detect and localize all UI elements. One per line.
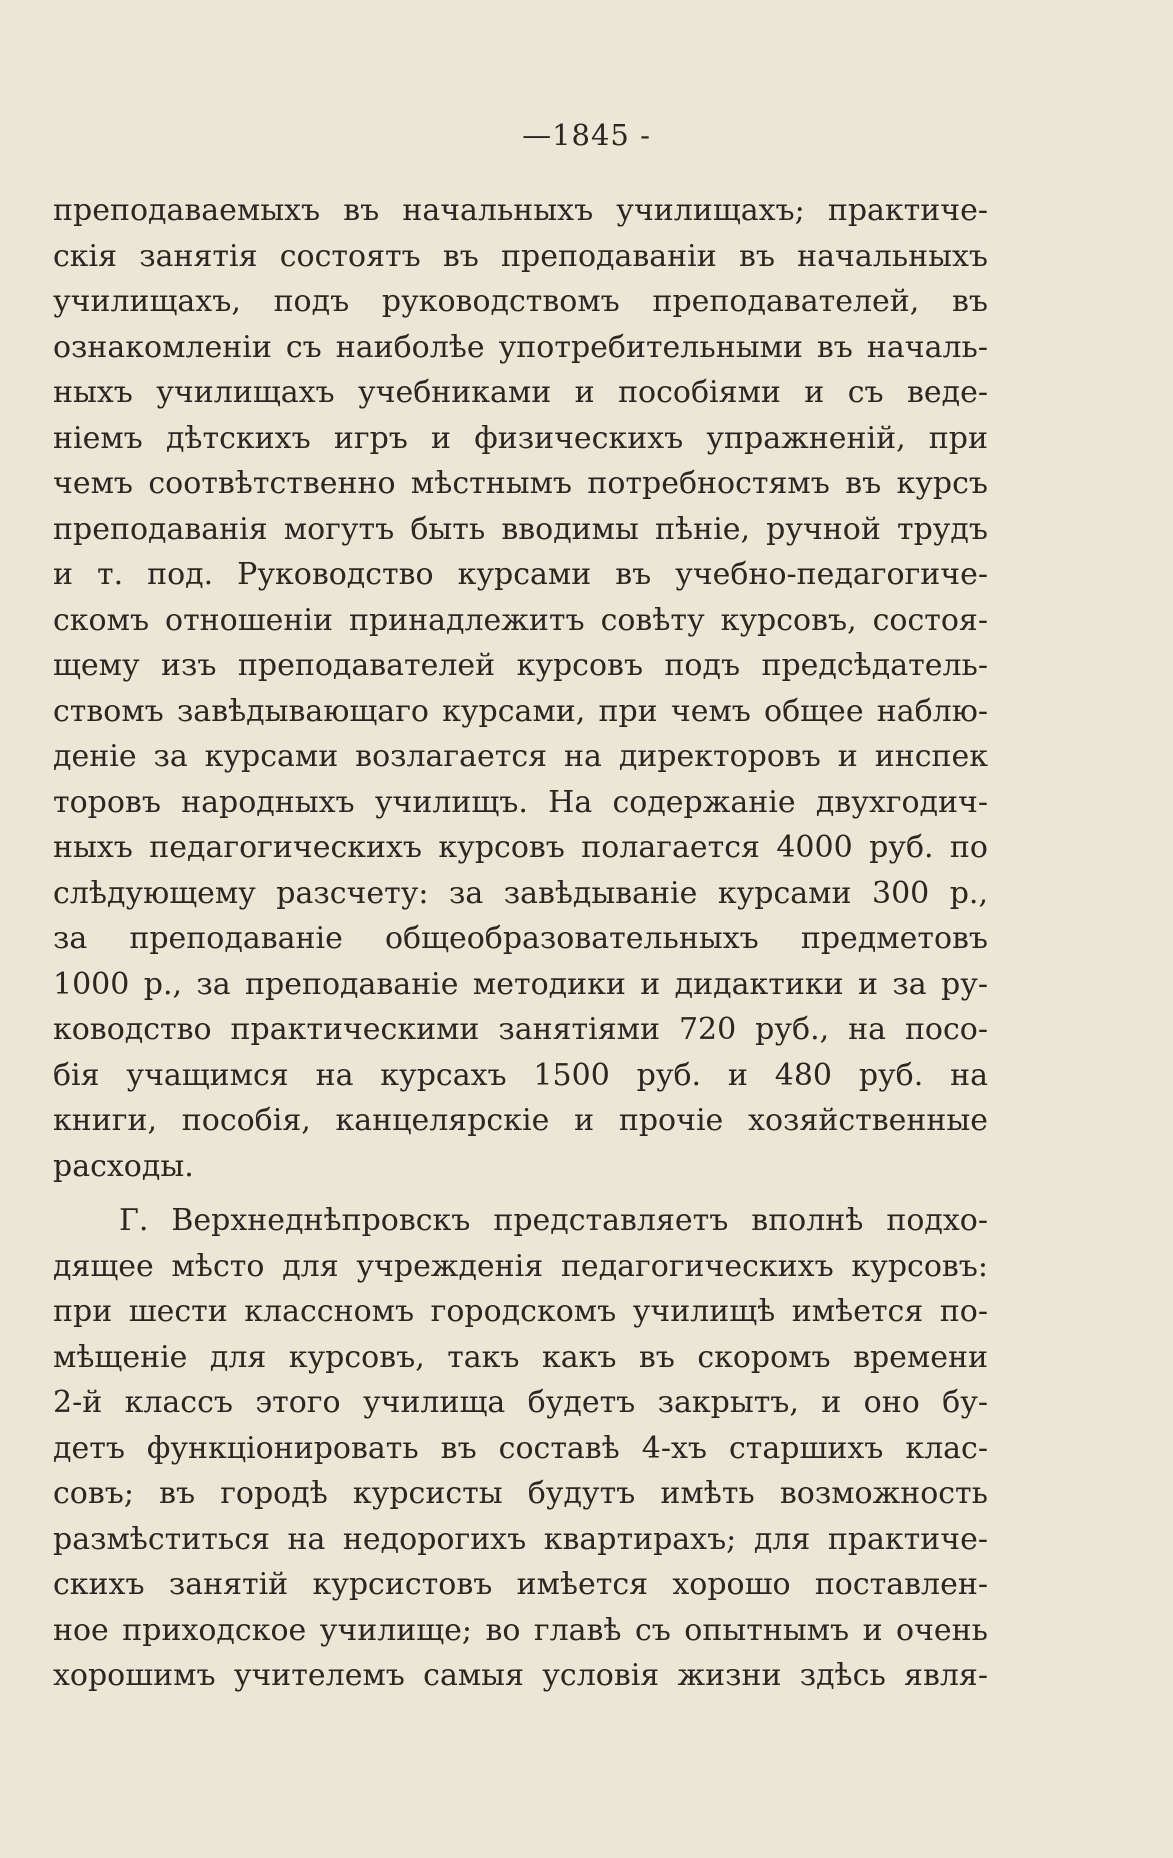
- text-line: скомъ отношеніи принадлежитъ совѣту курсовъ, состоя-: [53, 602, 988, 638]
- text-line: скія занятія состоятъ въ преподаваніи въ начальныхъ: [53, 238, 988, 274]
- text-line: скихъ занятій курсистовъ имѣется хорошо поставлен-: [53, 1567, 988, 1602]
- text-line: расходы.: [53, 1148, 194, 1184]
- paragraph-gap: [53, 1189, 988, 1198]
- paragraph: [53, 1198, 988, 1699]
- text-line: детъ функціонировать въ составѣ 4-хъ старшихъ клас-: [53, 1430, 988, 1466]
- text-line: ное приходское училище; во главѣ съ опытнымъ и очень: [53, 1612, 988, 1648]
- text-line: щему изъ преподавателей курсовъ подъ предсѣдатель-: [53, 648, 988, 683]
- paragraph: [53, 188, 988, 1189]
- text-line: ководство практическими занятіями 720 руб., на посо-: [53, 1012, 988, 1047]
- text-line: совъ; въ городѣ курсисты будутъ имѣть возможность: [53, 1476, 988, 1511]
- text-line: мѣщеніе для курсовъ, такъ какъ въ скоромъ времени: [53, 1339, 988, 1375]
- text-line: за преподаваніе общеобразовательныхъ предметовъ: [53, 921, 988, 956]
- text-line: чемъ соотвѣтственно мѣстнымъ потребностямъ въ курсъ: [53, 466, 988, 501]
- text-line: деніе за курсами возлагается на директоровъ и инспек: [53, 739, 988, 774]
- text-line: ніемъ дѣтскихъ игръ и физическихъ упражненій, при: [53, 420, 988, 456]
- text-line: бія учащимся на курсахъ 1500 руб. и 480 руб. на: [53, 1057, 988, 1093]
- text-line: ствомъ завѣдывающаго курсами, при чемъ общее наблю-: [53, 693, 988, 729]
- text-line: при шести классномъ городскомъ училищѣ имѣется по-: [53, 1294, 988, 1329]
- text-line: хорошимъ учителемъ самыя условія жизни здѣсь явля-: [53, 1658, 988, 1693]
- text-line: преподаванія могутъ быть вводимы пѣніе, ручной трудъ: [53, 511, 988, 547]
- text-line: 2-й классъ этого училища будетъ закрытъ, и оно бу-: [53, 1385, 988, 1420]
- text-line: ознакомленіи съ наиболѣе употребительными въ началь-: [53, 329, 988, 365]
- text-line: 1000 р., за преподаваніе методики и дидактики и за ру-: [53, 966, 988, 1002]
- page-number: —1845 -: [522, 118, 651, 152]
- text-line: ныхъ училищахъ учебниками и пособіями и съ веде-: [53, 375, 988, 410]
- text-line: размѣститься на недорогихъ квартирахъ; для практиче-: [53, 1521, 988, 1557]
- text-line: торовъ народныхъ училищъ. На содержаніе двухгодич-: [53, 784, 988, 820]
- body-text: [53, 188, 988, 1699]
- text-line: ныхъ педагогическихъ курсовъ полагается 4000 руб. по: [53, 830, 988, 865]
- text-line: училищахъ, подъ руководствомъ преподавателей, въ: [53, 284, 988, 319]
- text-line: дящее мѣсто для учрежденія педагогическихъ курсовъ:: [53, 1248, 988, 1284]
- text-line: преподаваемыхъ въ начальныхъ училищахъ; практиче-: [53, 193, 988, 228]
- text-line: слѣдующему разсчету: за завѣдываніе курсами 300 р.,: [53, 875, 988, 911]
- text-line: и т. под. Руководство курсами въ учебно-педагогиче-: [53, 557, 988, 592]
- text-line: Г. Верхнеднѣпровскъ представляетъ вполнѣ подхо-: [119, 1203, 988, 1238]
- text-line: книги, пособія, канцелярскіе и прочіе хозяйственные: [53, 1103, 988, 1138]
